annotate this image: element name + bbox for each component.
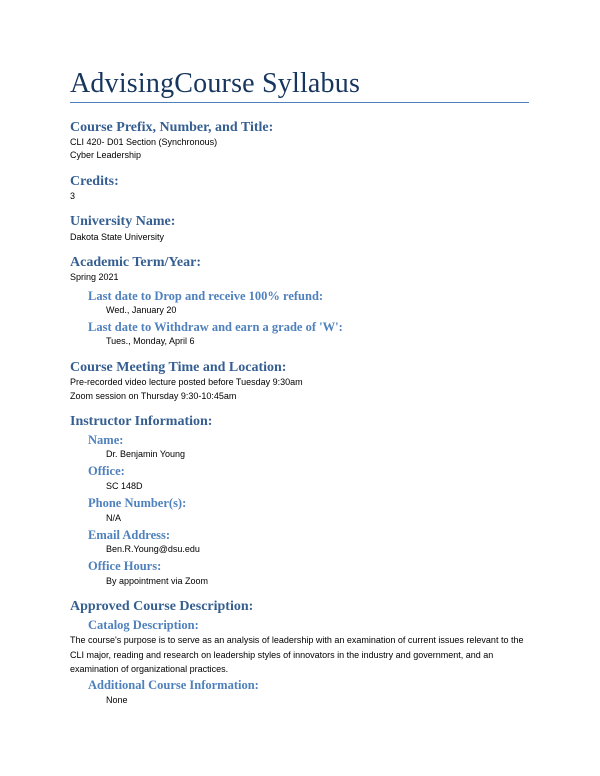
university-value: Dakota State University (70, 232, 165, 242)
instructor-heading: Instructor Information: (70, 414, 213, 429)
office-heading: Office: (88, 464, 125, 478)
office-value: SC 148D (106, 481, 143, 491)
instructor-name-value: Dr. Benjamin Young (106, 449, 186, 459)
course-number: CLI 420- D01 Section (Synchronous) (70, 137, 218, 147)
additional-info-heading: Additional Course Information: (88, 678, 259, 692)
catalog-description-heading: Catalog Description: (88, 618, 199, 632)
university-heading: University Name: (70, 214, 176, 229)
document-title: AdvisingCourse Syllabus (70, 68, 361, 99)
drop-date-heading: Last date to Drop and receive 100% refund: (88, 289, 324, 303)
phone-value: N/A (106, 513, 122, 523)
email-value: Ben.R.Young@dsu.edu (106, 544, 200, 554)
drop-date-value: Wed., January 20 (106, 305, 177, 315)
credits-value: 3 (70, 191, 76, 201)
credits-heading: Credits: (70, 174, 119, 189)
phone-heading: Phone Number(s): (88, 496, 187, 510)
withdraw-date-value: Tues., Monday, April 6 (106, 336, 195, 346)
term-heading: Academic Term/Year: (70, 255, 202, 270)
meeting-heading: Course Meeting Time and Location: (70, 360, 287, 375)
description-heading: Approved Course Description: (70, 599, 254, 614)
catalog-description-text: The course's purpose is to serve as an analysis of leadership with an examination of current issues relevant to the CLI major, reading and research on leadership styles of innovators in the industry and government, and an examination of organizational practices. (70, 635, 524, 674)
meeting-lecture: Pre-recorded video lecture posted before Tuesday 9:30am (70, 377, 303, 387)
instructor-name-heading: Name: (88, 433, 124, 447)
title-underline (70, 102, 529, 103)
additional-info-value: None (106, 695, 128, 705)
course-heading: Course Prefix, Number, and Title: (70, 120, 274, 135)
meeting-zoom: Zoom session on Thursday 9:30-10:45am (70, 391, 237, 401)
office-hours-value: By appointment via Zoom (106, 576, 209, 586)
email-heading: Email Address: (88, 528, 171, 542)
term-value: Spring 2021 (70, 272, 119, 282)
course-title: Cyber Leadership (70, 150, 142, 160)
office-hours-heading: Office Hours: (88, 559, 162, 573)
withdraw-date-heading: Last date to Withdraw and earn a grade of 'W': (88, 320, 343, 334)
